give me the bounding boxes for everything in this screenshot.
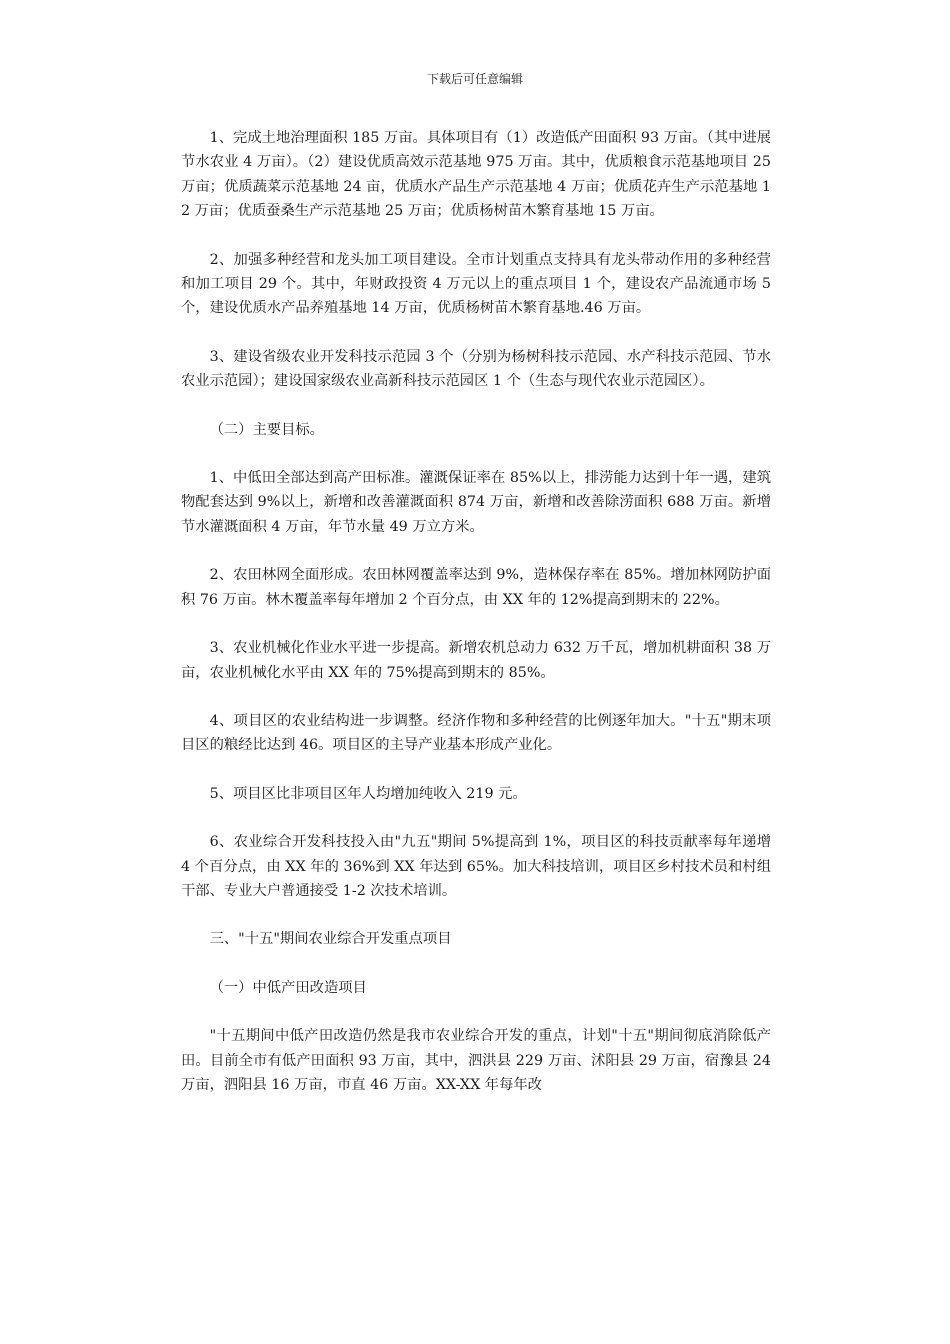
section-heading-main-goals: （二）主要目标。 [209, 421, 324, 438]
section-heading-key-projects: 三、"十五"期间农业综合开发重点项目 [209, 931, 452, 948]
subsection-heading-low-yield-fields: （一）中低产田改造项目 [209, 979, 367, 996]
paragraph-goal-tech-investment: 6、农业综合开发科技投入由"九五"期间 5%提高到 1%，项目区的科技贡献率每年递增 4 个百分点，由 XX 年的 36%到 XX 年达到 65%。加大科技培训，项目区乡村技术员和村组干部、专业大户普通接受 1-2 次技术培训。 [181, 834, 771, 899]
paragraph-goal-forest-network: 2、农田林网全面形成。农田林网覆盖率达到 9%，造林保存率在 85%。增加林网防护面积 76 万亩。林木覆盖率每年增加 2 个百分点，由 XX 年的 12%提高到期末的 22%。 [181, 567, 771, 608]
paragraph-goal-structure-adjustment: 4、项目区的农业结构进一步调整。经济作物和多种经营的比例逐年加大。"十五"期末项目区的粮经比达到 46。项目区的主导产业基本形成产业化。 [181, 712, 771, 754]
paragraph-land-governance: 1、完成土地治理面积 185 万亩。具体项目有（1）改造低产田面积 93 万亩。（其中进展节水农业 4 万亩）。（2）建设优质高效示范基地 975 万亩。其中，优质粮食示范基地项目 25 万亩；优质蔬菜示范基地 24 亩，优质水产品生产示范基地 4 万亩；优质花卉生产示范基地 12 万亩；优质蚕桑生产示范基地 25 万亩；优质杨树苗木繁育基地 15 万亩。 [181, 130, 771, 220]
paragraph-diversified-operations: 2、加强多种经营和龙头加工项目建设。全市计划重点支持具有龙头带动作用的多种经营和加工项目 29 个。其中，年财政投资 4 万元以上的重点项目 1 个，建设农产品流通市场 5 个，建设优质水产品养殖基地 14 万亩，优质杨树苗木繁育基地.46 万亩。 [181, 251, 771, 317]
paragraph-goal-mechanization: 3、农业机械化作业水平进一步提高。新增农机总动力 632 万千瓦，增加机耕面积 38 万亩，农业机械化水平由 XX 年的 75%提高到期末的 85%。 [181, 640, 771, 681]
paragraph-goal-income: 5、项目区比非项目区年人均增加纯收入 219 元。 [209, 785, 527, 802]
document-body [181, 126, 771, 1097]
paragraph-tech-demo-parks: 3、建设省级农业开发科技示范园 3 个（分别为杨树科技示范园、水产科技示范园、节水农业示范园）；建设国家级农业高新科技示范园区 1 个（生态与现代农业示范园区）。 [181, 348, 771, 390]
paragraph-goal-high-yield-fields: 1、中低田全部达到高产田标准。灌溉保证率在 85%以上，排涝能力达到十年一遇，建筑物配套达到 9%以上，新增和改善灌溉面积 874 万亩，新增和改善除涝面积 688 万亩。新增节水灌溉面积 4 万亩，年节水量 49 万立方米。 [181, 470, 771, 535]
paragraph-low-yield-fields: "十五期间中低产田改造仍然是我市农业综合开发的重点，计划"十五"期间彻底消除低产田。目前全市有低产田面积 93 万亩，其中，泗洪县 229 万亩、沭阳县 29 万亩，宿豫县 24 万亩，泗阳县 16 万亩，市直 46 万亩。XX-XX 年每年改 [181, 1028, 771, 1093]
page-header: 下载后可任意编辑 [426, 72, 523, 86]
